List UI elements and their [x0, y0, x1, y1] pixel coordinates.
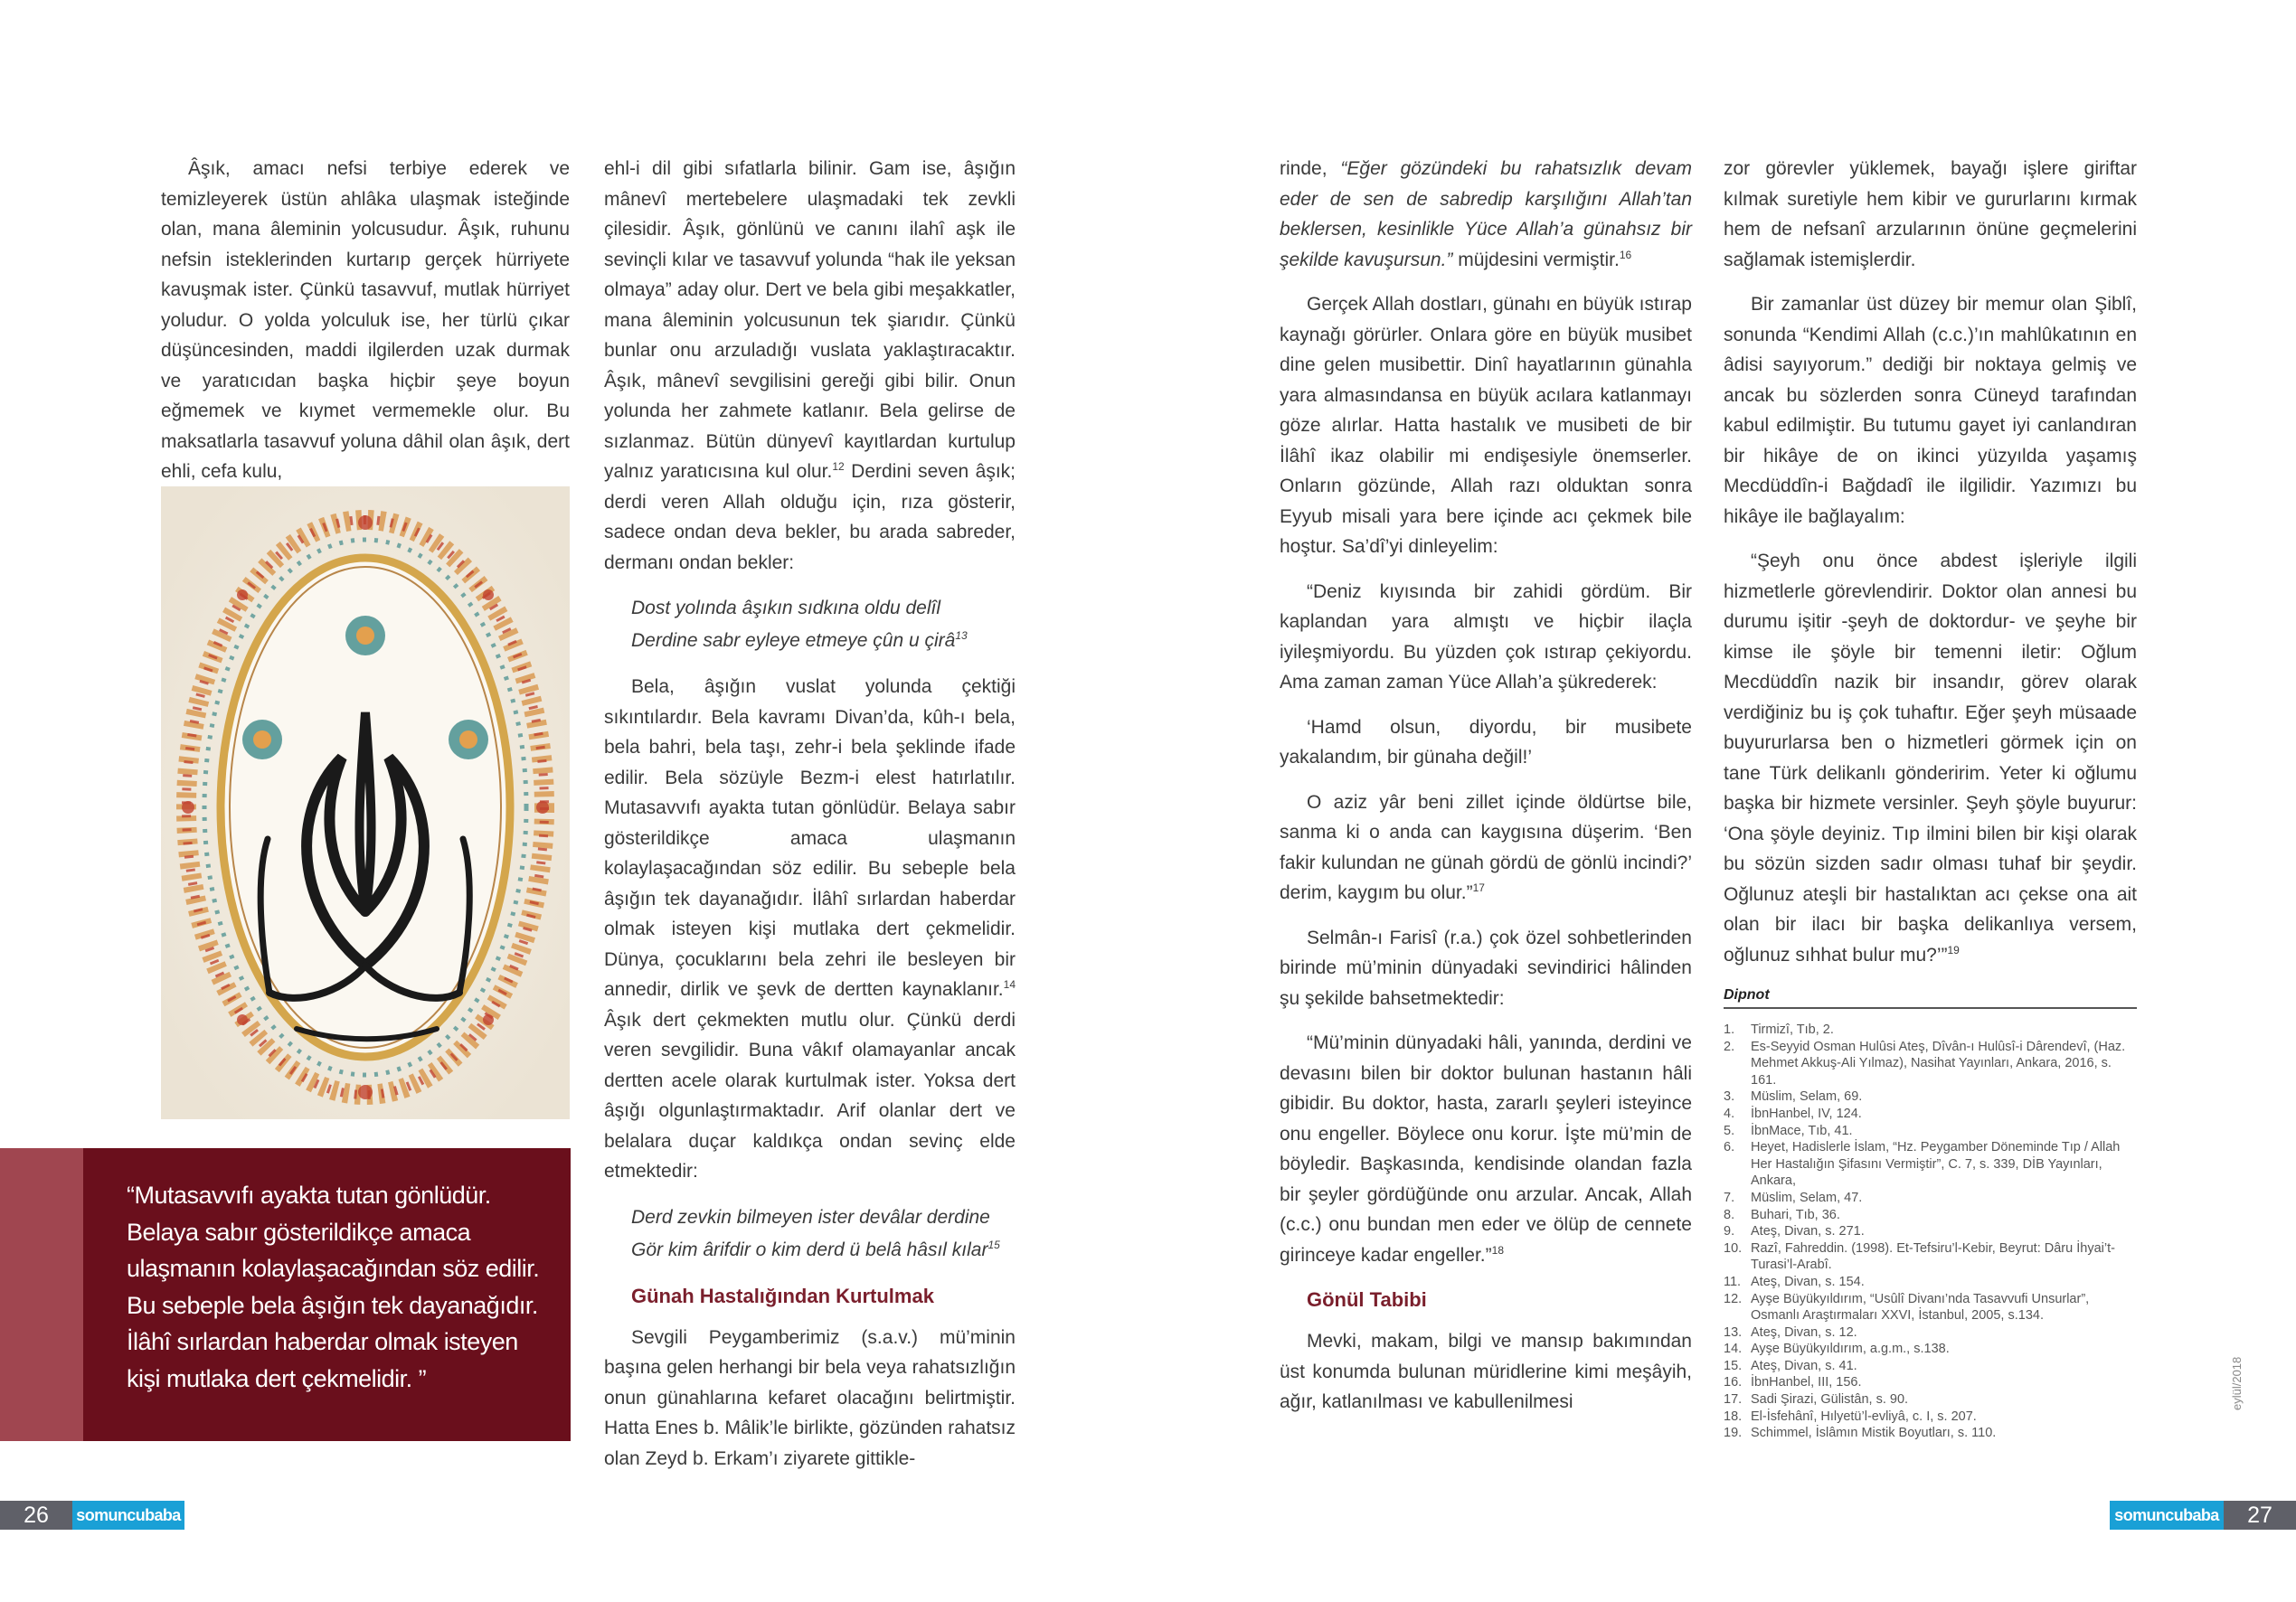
article-column-2 — [604, 154, 1016, 1474]
paragraph-text: Âşık dert çekmekten mutlu olur. Çünkü derdi veren sevgilidir. Buna vâkıf olamayanlar ancak dertten acele olarak kurtulmak ister. Yoksa dert âşığı olgunlaştırmaktadır. Arif olanlar dert ve belalara duçar kaldıkça ondan sevinç elde etmektedir: — [604, 1009, 1016, 1182]
verse-line-text: Gör kim ârifdir o kim derd ü belâ hâsıl kılar — [631, 1239, 988, 1260]
footnote-item — [1724, 1358, 2137, 1375]
paragraph: “Deniz kıyısında bir zahidi gördüm. Bir kaplandan yara almıştı ve hiçbir ilaçla iyileşmiyordu. Bu yüzden çok ıstırap çekiyordu. Ama zaman zaman Yüce Allah’a şükrederek: — [1280, 580, 1692, 693]
footnote-text: İbnMace, Tıb, 41. — [1751, 1123, 1853, 1138]
footnote-text: İbnHanbel, IV, 124. — [1751, 1106, 1862, 1121]
pull-quote — [0, 1148, 571, 1441]
footnote-text: Es-Seyyid Osman Hulûsi Ateş, Dîvân-ı Hulûsî-i Dârendevî, (Haz. Mehmet Akkuş-Ali Yılmaz), Nasihat Yayınları, Ankara, 2016, s. 161. — [1751, 1039, 2126, 1088]
footnote-text: Ayşe Büyükyıldırım, “Usûlî Divanı’nda Tasavvufi Unsurlar”, Osmanlı Araştırmaları XXVI, İstanbul, 2005, s.134. — [1751, 1291, 2090, 1324]
paragraph-text: “Şeyh onu önce abdest işleriyle ilgili hizmetlerle görevlendirir. Doktor olan annesi bu durumu işitir -şeyh de doktordur- ve şeyhe bir kimse ile şöyle bir temenni iletir: Oğlum Mecdüddîn nazik bir insandır, görev olarak verdiğiniz bu iş çok tuhaftır. Eğer şeyh müsaade buyururlarsa ben o hizmetleri görmek için on tane Türk delikanlı gönderirim. Yeter ki oğlumu başka bir hizmete versinler. Şeyh şöyle buyurur: ‘Ona şöyle deyiniz. Tıp ilmini bilen bir kişi olarak bu sözün sizden sadır olması tuhaf bir şeydir. Oğlunuz ateşli bir hastalıktan acı çekse ona ait olan bir ilacı bir başka delikanlıya versem, oğlunuz sıhhat bulur mu?’” — [1724, 551, 2137, 966]
footnote-number: 5. — [1724, 1123, 1735, 1138]
footnote-item — [1724, 1291, 2137, 1324]
issue-date: eylül/2018 — [2230, 1356, 2244, 1410]
footnote-number: 11. — [1724, 1274, 1742, 1289]
verse — [604, 1202, 1016, 1267]
footnotes — [1724, 987, 2137, 1442]
paragraph — [1280, 787, 1692, 909]
footnote-item — [1724, 1274, 2137, 1291]
footnote-number: 19. — [1724, 1426, 1743, 1441]
footnote-item — [1724, 1425, 2137, 1442]
footer-right — [2110, 1501, 2296, 1530]
footnote-text: Müslim, Selam, 69. — [1751, 1089, 1863, 1105]
footnote-number: 4. — [1724, 1106, 1735, 1121]
verse-line — [631, 1234, 1016, 1267]
paragraph: Mevki, makam, bilgi ve mansıp bakımından üst konumda bulunan müridlerine kimi meşâyih, ağır, katlanılması ve kabullenilmesi — [1280, 1331, 1692, 1412]
footnote-text: Heyet, Hadislerle İslam, “Hz. Peygamber Döneminde Tıp / Allah Her Hastalığın Şifasını Vermiştir”, C. 7, s. 339, DİB Yayınları, Ankara, — [1751, 1140, 2121, 1189]
paragraph: Sevgili Peygamberimiz (s.a.v.) mü’minin başına gelen herhangi bir bela veya rahatsızlığın onun günahlarına kefaret olacağını belirtmiştir. Hatta Enes b. Mâlik’le birlikte, gözünden rahatsız olan Zeyd b. Erkam’ı ziyarete gittikle- — [604, 1326, 1016, 1469]
tulip-calligraphy-illustration — [161, 486, 570, 1119]
footnote-ref: 15 — [987, 1238, 1000, 1251]
paragraph: Gerçek Allah dostları, günahı en büyük ıstırap kaynağı görürler. Onlara göre en büyük musibet dine gelen musibettir. Dinî hayatlarının günahla yara almasındansa en büyük acılara katlanmayı göze alırlar. Hatta hastalık ve musibeti de bir İlâhî ikaz olabilir mi endişesiyle önemserler. Onların gözünde, Allah razı olduktan sonra Eyyub misali yara bere içinde acı çekmek bile hoştur. Sa’dî’yi dinleyelim: — [1280, 294, 1692, 557]
footnote-number: 18. — [1724, 1409, 1743, 1424]
footnote-item — [1724, 1022, 2137, 1039]
footnote-text: Tirmizî, Tıb, 2. — [1751, 1022, 1834, 1037]
footnote-number: 16. — [1724, 1375, 1743, 1390]
footnotes-list — [1724, 1022, 2137, 1442]
paragraph — [1280, 154, 1692, 275]
footnote-text: Razî, Fahreddin. (1998). Et-Tefsiru’l-Kebir, Beyrut: Dâru İhyai’t-Turasi’l-Arabî. — [1751, 1240, 2115, 1273]
footnote-item — [1724, 1341, 2137, 1358]
footnote-text: Müslim, Selam, 47. — [1751, 1190, 1863, 1205]
paragraph: ‘Hamd olsun, diyordu, bir musibete yakalandım, bir günaha değil!’ — [1280, 716, 1692, 768]
footnote-item — [1724, 1223, 2137, 1240]
paragraph-text: ehl-i dil gibi sıfatlarla bilinir. Gam ise, âşığın mânevî mertebelere ulaşmadaki tek zevkli çilesidir. Âşık, gönlünü ve canını ilahî aşk ile sevinçli kılar ve tasavvuf yolunda “hak ile yeksan olmaya” aday olur. Dert ve bela gibi meşakkatler, mana âleminin yolcusunun tek şiarıdır. Çünkü bunlar onu arzuladığı vuslata yaklaştıracaktır. Âşık, mânevî sevgilisini gereği gibi bilir. Onun yolunda her zahmete katlanır. Bela gelirse de sızlanmaz. Bütün dünyevî kayıtlardan kurtulup yalnız yaratıcısına kul olur. — [604, 158, 1016, 482]
magazine-logo: somuncubaba — [2110, 1501, 2224, 1530]
verse-line: Derd zevkin bilmeyen ister devâlar derdine — [631, 1206, 990, 1228]
article-column-3 — [1280, 154, 1692, 1418]
footnote-ref: 19 — [1947, 943, 1960, 956]
paragraph — [1724, 546, 2137, 970]
footnote-text: Schimmel, İslâmın Mistik Boyutları, s. 110. — [1751, 1426, 1997, 1441]
footnote-text: El-İsfehânî, Hılyetü’l-evliyâ, c. I, s. 207. — [1751, 1409, 1977, 1424]
verse-line: Dost yolında âşıkın sıdkına oldu delîl — [631, 598, 941, 618]
footnote-number: 14. — [1724, 1342, 1743, 1357]
footnote-item — [1724, 1106, 2137, 1123]
footnote-number: 8. — [1724, 1207, 1735, 1222]
footnote-item — [1724, 1190, 2137, 1207]
footnote-number: 17. — [1724, 1392, 1743, 1408]
footnote-text: Sadi Şirazi, Gülistân, s. 90. — [1751, 1392, 1909, 1408]
footnote-item — [1724, 1391, 2137, 1409]
footnote-text: Ateş, Divan, s. 12. — [1751, 1324, 1857, 1340]
footnote-number: 9. — [1724, 1224, 1735, 1239]
footnote-item — [1724, 1409, 2137, 1426]
paragraph-text: müjdesini vermiştir. — [1452, 249, 1620, 270]
paragraph: zor görevler yüklemek, bayağı işlere giriftar kılmak suretiyle hem kibir ve gururlarını kırmak hem de nefsanî arzularının önüne geçmelerini sağlamak istemişlerdir. — [1724, 158, 2137, 270]
paragraph: Selmân-ı Farisî (r.a.) çok özel sohbetlerinden birinde mü’minin dünyadaki sevindirici hâlinden şu şekilde bahsetmektedir: — [1280, 927, 1692, 1009]
verse-line — [631, 625, 1016, 657]
footnote-number: 13. — [1724, 1324, 1743, 1340]
footnote-ref: 13 — [955, 629, 968, 642]
footnote-number: 10. — [1724, 1240, 1743, 1256]
footnote-number: 2. — [1724, 1039, 1735, 1054]
footnote-number: 3. — [1724, 1089, 1735, 1105]
paragraph: Bir zamanlar üst düzey bir memur olan Şiblî, sonunda “Kendimi Allah (c.c.)’ın mahlûkatının en âdisi sayıyorum.” dediği bir noktaya gelmiş ve ancak bu sözlerden sonra Cüneyd tarafından kabul edilmiştir. Bu tutumu gayet iyi canlandıran bir hikâye de on ikinci yüzyılda yaşamış Mecdüddîn-i Bağdadî ile ilgilidir. Yazımızı bu hikâye ile bağlayalım: — [1724, 294, 2137, 527]
footnote-number: 15. — [1724, 1358, 1743, 1373]
paragraph-text: Bela, âşığın vuslat yolunda çektiği sıkıntılardır. Bela kavramı Divan’da, kûh-ı bela, bela bahri, bela taşı, zehr-i bela şeklinde ifade edilir. Bela sözüyle Bezm-i elest hatırlatılır. Mutasavvıfı ayakta tutan gönlüdür. Belaya sabır gösterildikçe amaca ulaşmanın kolaylaşacağından söz edilir. Bu sebeple bela âşığın tek dayanağıdır. İlâhî sırlardan haberdar olmak isteyen kişi mutlaka dert çekmelidir. Dünya, çocuklarını bela zehri ile besleyen bir annedir, dirlik ve şevk de dertten kaynaklanır. — [604, 676, 1016, 1000]
paragraph — [604, 154, 1016, 578]
footnotes-title: Dipnot — [1724, 987, 2137, 1009]
paragraph-text: Derdini seven âşık; derdi veren Allah olduğu için, rıza gösterir, sadece ondan deva bekler, bu arada sabreder, dermanı ondan bekler: — [604, 461, 1016, 573]
footnote-text: Ateş, Divan, s. 154. — [1751, 1274, 1865, 1289]
hadith-quote: “Eğer gözündeki bu rahatsızlık devam eder de sen de sabredip karşılığını Allah’tan beklersen, kesinlikle Yüce Allah’a günahsız bir şekilde kavuşursun.” — [1280, 158, 1692, 270]
footnote-number: 6. — [1724, 1140, 1735, 1155]
verse — [604, 592, 1016, 657]
footnote-ref: 14 — [1003, 978, 1016, 991]
footnote-item — [1724, 1039, 2137, 1089]
page-number: 26 — [0, 1501, 72, 1530]
paragraph-text: rinde, — [1280, 158, 1341, 179]
magazine-logo: somuncubaba — [72, 1501, 184, 1530]
footnote-item — [1724, 1374, 2137, 1391]
footnote-ref: 16 — [1619, 248, 1632, 261]
article-column-1 — [161, 154, 570, 487]
footnote-ref: 17 — [1472, 881, 1485, 894]
footnote-item — [1724, 1088, 2137, 1106]
footnote-text: Ateş, Divan, s. 271. — [1751, 1224, 1865, 1239]
footnote-text: Buhari, Tıb, 36. — [1751, 1207, 1840, 1222]
footnote-item — [1724, 1123, 2137, 1140]
paragraph — [1280, 1028, 1692, 1270]
footnote-ref: 12 — [832, 460, 845, 473]
pull-quote-text: “Mutasavvıfı ayakta tutan gönlüdür. Belaya sabır gösterildikçe amaca ulaşmanın kolaylaşacağından söz edilir. Bu sebeple bela âşığın tek dayanağıdır. İlâhî sırlardan haberdar olmak isteyen kişi mutlaka dert çekmelidir. ” — [127, 1182, 540, 1392]
paragraph-text: “Mü’minin dünyadaki hâli, yanında, derdini ve devasını bilen bir doktor bulunan hastanın hâli gibidir. Bu doktor, hasta, zararlı şeyleri isteyince onu engeller. Böylece onu korur. İşte mü’min de böyledir. Başkasında, kendisinde olandan fazla bir şeyler gördüğünde onu arzular. Ancak, Allah (c.c.) onu bundan men eder ve ölüp de cennete girinceye kadar engeller.” — [1280, 1032, 1692, 1266]
verse-line-text: Derdine sabr eyleye etmeye çûn u çirâ — [631, 630, 956, 651]
section-heading: Günah Hastalığından Kurtulmak — [631, 1284, 934, 1307]
pull-quote-stripe — [0, 1148, 83, 1441]
footnote-text: Ayşe Büyükyıldırım, a.g.m., s.138. — [1751, 1342, 1950, 1357]
footnote-item — [1724, 1240, 2137, 1274]
footnote-text: Ateş, Divan, s. 41. — [1751, 1358, 1857, 1373]
footnote-number: 12. — [1724, 1291, 1743, 1306]
footer-left — [0, 1501, 190, 1530]
pull-quote-panel — [83, 1148, 571, 1441]
footnote-item — [1724, 1324, 2137, 1342]
paragraph: Âşık, amacı nefsi terbiye ederek ve temizleyerek üstün ahlâka ulaşmak isteğinde olan, mana âleminin yolcusudur. Âşık, ruhunu nefsin isteklerinden kurtarıp gerçek hürriyete kavuşmak ister. Çünkü tasavvuf, mutlak hürriyet yoludur. O yolda yolculuk ise, her türlü çıkar düşüncesinden, maddi ilgilerden uzak durmak ve yaratıcıdan başka hiçbir şeye boyun eğmemek ve kıymet vermemekle olur. Bu maksatlarla tasavvuf yoluna dâhil olan âşık, dert ehli, cefa kulu, — [161, 158, 570, 482]
footnote-item — [1724, 1207, 2137, 1224]
page-number: 27 — [2224, 1501, 2296, 1530]
footnote-number: 1. — [1724, 1022, 1735, 1037]
footnote-number: 7. — [1724, 1190, 1735, 1205]
section-heading: Gönül Tabibi — [1307, 1288, 1427, 1311]
footnote-ref: 18 — [1491, 1243, 1504, 1257]
footnote-item — [1724, 1139, 2137, 1190]
article-column-4 — [1724, 154, 2137, 970]
paragraph-text: O aziz yâr beni zillet içinde öldürtse bile, sanma ki o anda can kaygısına düşerim. ‘Ben fakir kulundan ne günah gördü de gönlü incindi?’ derim, kaygım bu olur.” — [1280, 791, 1692, 903]
tulip-calligraphy-icon — [161, 486, 570, 1119]
paragraph — [604, 672, 1016, 1187]
footnote-text: İbnHanbel, III, 156. — [1751, 1375, 1862, 1390]
